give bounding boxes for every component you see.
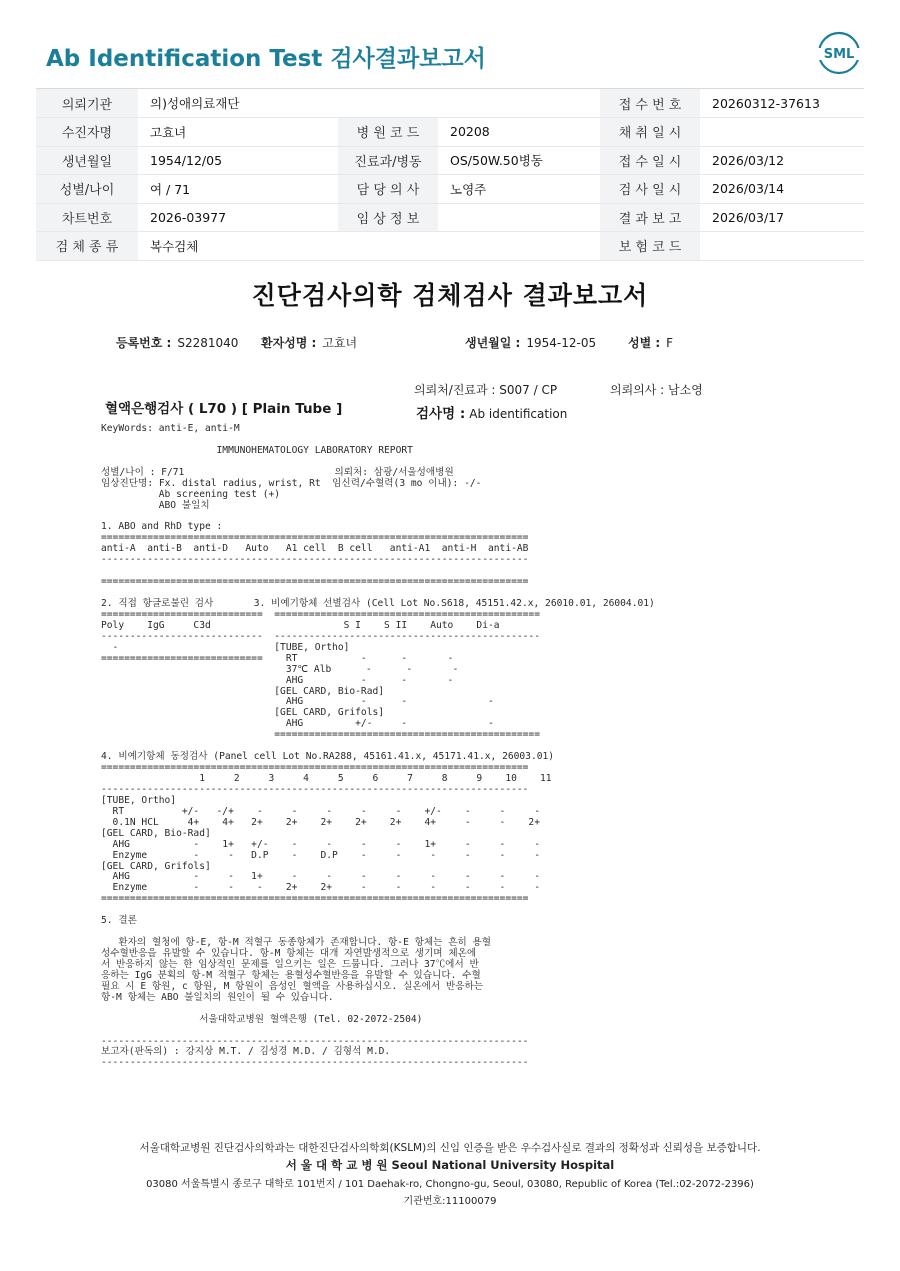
- test-label-key: 검사명 :: [416, 406, 466, 422]
- institution-number: 기관번호:11100079: [403, 1196, 497, 1207]
- info-label: 성별/나이: [36, 175, 138, 204]
- info-value: 2026/03/14: [700, 175, 864, 204]
- report-line: --------------------------------------------------------------------------: [101, 783, 529, 795]
- birth-date: [465, 334, 596, 351]
- report-line: IMMUNOHEMATOLOGY LABORATORY REPORT: [101, 444, 413, 456]
- report-line: AHG - - -: [101, 696, 494, 708]
- info-label: 접 수 번 호: [600, 89, 700, 118]
- info-row: [36, 89, 864, 118]
- report-line: 2. 직접 항글로불린 검사 3. 비예기항체 선별검사 (Cell Lot No.S618, 45151.42.x, 26010.01, 26004.01): [101, 598, 655, 609]
- report-line: KeyWords: anti-E, anti-M: [101, 423, 240, 434]
- report-line: - [TUBE, Ortho]: [101, 641, 350, 653]
- report-line: 환자의 혈청에 항-E, 항-M 적혈구 동종항체가 존재합니다. 항-E 항체는 흔히 용혈: [101, 937, 492, 949]
- report-line: [101, 905, 655, 916]
- info-label: 수진자명: [36, 118, 138, 147]
- certification-notice: 서울대학교병원 진단검사의학과는 대한진단검사의학회(KSLM)의 신임 인증을 받은 우수검사실로 결과의 정확성과 신뢰성을 보증합니다.: [139, 1142, 761, 1154]
- info-value: 노영주: [438, 175, 600, 204]
- report-line: ============================ RT - - -: [101, 652, 454, 664]
- report-line: 항-M 항체는 ABO 불일치의 원인이 될 수 있습니다.: [101, 991, 334, 1003]
- report-line: ABO 불일치: [101, 499, 210, 511]
- registration-number-label: 등록번호 :: [116, 336, 172, 350]
- report-line: AHG - 1+ +/- - - - - 1+ - - -: [101, 838, 540, 850]
- info-value: [700, 232, 864, 261]
- report-line: [101, 1004, 655, 1015]
- registration-number-value: S2281040: [177, 336, 239, 350]
- sex-label: 성별 :: [628, 336, 661, 350]
- report-title: 진단검사의학 검체검사 결과보고서: [251, 281, 649, 310]
- info-label: 차트번호: [36, 203, 138, 232]
- sml-logo: [816, 30, 862, 76]
- report-line: [TUBE, Ortho]: [101, 794, 177, 806]
- registration-number: [116, 334, 238, 351]
- report-line: 1 2 3 4 5 6 7 8 9 10 11: [101, 773, 552, 784]
- hospital-address: 03080 서울특별시 종로구 대학로 101번지 / 101 Daehak-ro, Chongno-gu, Seoul, 03080, Republic of Korea (Tel.:02-2072-2396): [146, 1179, 754, 1190]
- report-line: 4. 비예기항체 동정검사 (Panel cell Lot No.RA288, 45161.41.x, 45171.41.x, 26003.01): [101, 751, 555, 763]
- requesting-department: 의뢰처/진료과 : S007 / CP: [414, 383, 558, 397]
- report-line: 성수혈반응을 유발할 수 있습니다. 항-M 항체는 대개 자연발생적으로 생기며 체온에: [101, 948, 477, 959]
- report-line: ==============================================: [101, 729, 540, 741]
- report-line: 보고자(판독의) : 강지상 M.T. / 김성경 M.D. / 김형석 M.D.: [101, 1046, 391, 1058]
- info-value: 2026/03/17: [700, 203, 864, 232]
- info-value: 복수검체: [138, 232, 600, 261]
- report-line: ==========================================================================: [101, 893, 529, 905]
- report-line: 응하는 IgG 분획의 항-M 적혈구 항체는 용혈성수혈반응을 유발할 수 있습니다. 수혈: [101, 969, 481, 981]
- report-line: ==========================================================================: [101, 532, 529, 544]
- report-line: ==========================================================================: [101, 762, 529, 774]
- report-line: RT +/- -/+ - - - - - +/- - - -: [101, 805, 540, 817]
- info-label: 검 체 종 류: [36, 232, 138, 261]
- info-value: 20260312-37613: [700, 89, 864, 118]
- report-line: 37℃ Alb - - -: [101, 663, 459, 675]
- report-line: [GEL CARD, Bio-Rad]: [101, 827, 211, 839]
- report-line: --------------------------------------------------------------------------: [101, 1057, 529, 1069]
- info-row: [36, 175, 864, 204]
- info-label: 채 취 일 시: [600, 118, 700, 147]
- test-label-value: Ab identification: [469, 407, 568, 421]
- info-label: 보 험 코 드: [600, 232, 700, 261]
- requesting-doctor: 의뢰의사 : 남소영: [610, 383, 703, 397]
- report-line: Enzyme - - - 2+ 2+ - - - - - -: [101, 882, 540, 894]
- info-row: [36, 203, 864, 232]
- sex: [628, 334, 673, 351]
- birth-date-value: 1954-12-05: [526, 336, 597, 350]
- lab-report-body: [101, 424, 655, 1069]
- info-value: 2026/03/12: [700, 146, 864, 175]
- report-line: [GEL CARD, Grifols]: [101, 707, 385, 719]
- report-line: 5. 결론: [101, 915, 137, 927]
- info-row: [36, 146, 864, 175]
- info-label: 검 사 일 시: [600, 175, 700, 204]
- report-line: anti-A anti-B anti-D Auto A1 cell B cell anti-A1 anti-H anti-AB: [101, 543, 529, 555]
- hospital-name: 서 울 대 학 교 병 원 Seoul National University Hospital: [285, 1158, 615, 1172]
- patient-name: [261, 334, 357, 351]
- report-line: --------------------------------------------------------------------------: [101, 1035, 529, 1047]
- info-label: 의뢰기관: [36, 89, 138, 118]
- patient-name-value: 고효녀: [322, 336, 358, 350]
- report-line: 성별/나이 : F/71 의뢰처: 삼광/서울성애병원: [101, 466, 454, 478]
- info-value: 의)성애의료재단: [138, 89, 600, 118]
- report-line: [101, 1026, 655, 1037]
- info-value: 여 / 71: [138, 175, 338, 204]
- info-value: 고효녀: [138, 118, 338, 147]
- patient-name-label: 환자성명 :: [261, 336, 317, 350]
- info-value: [438, 203, 600, 232]
- page-title: Ab Identification Test 검사결과보고서: [46, 46, 486, 72]
- request-info-table: [36, 89, 864, 261]
- report-line: AHG - - -: [101, 674, 454, 686]
- report-line: Ab screening test (+): [101, 488, 281, 500]
- logo-text: SML: [823, 47, 855, 62]
- info-row: [36, 232, 864, 261]
- report-line: 0.1N HCL 4+ 4+ 2+ 2+ 2+ 2+ 2+ 4+ - - 2+: [101, 816, 540, 828]
- report-line: AHG +/- - -: [101, 718, 494, 730]
- info-label: 접 수 일 시: [600, 146, 700, 175]
- report-line: Enzyme - - D.P - D.P - - - - - -: [101, 849, 540, 861]
- info-label: 진료과/병동: [338, 146, 438, 175]
- report-line: 필요 시 E 항원, c 항원, M 항원이 음성인 혈액을 사용하십시오. 실온에서 반응하는: [101, 980, 483, 992]
- report-line: [GEL CARD, Grifols]: [101, 860, 211, 872]
- report-line: 임상진단명: Fx. distal radius, wrist, Rt 임신력/수혈력(3 mo 이내): -/-: [101, 477, 482, 489]
- report-line: ============================ ==============================================: [101, 608, 540, 620]
- report-line: ==========================================================================: [101, 576, 529, 588]
- info-label: 결 과 보 고: [600, 203, 700, 232]
- info-label: 임 상 정 보: [338, 203, 438, 232]
- report-line: 1. ABO and RhD type :: [101, 521, 223, 533]
- report-line: Poly IgG C3d S I S II Auto Di-a: [101, 619, 500, 631]
- report-line: AHG - - 1+ - - - - - - - -: [101, 871, 540, 883]
- birth-date-label: 생년월일 :: [465, 336, 521, 350]
- info-label: 병 원 코 드: [338, 118, 438, 147]
- info-value: 20208: [438, 118, 600, 147]
- test-name: 혈액은행검사 ( L70 ) [ Plain Tube ]: [105, 401, 343, 417]
- info-value: [700, 118, 864, 147]
- report-line: 서 반응하지 않는 한 임상적인 문제를 일으키는 일은 드뭅니다. 그러나 37℃에서 반: [101, 958, 479, 970]
- report-line: 서울대학교병원 혈액은행 (Tel. 02-2072-2504): [101, 1013, 423, 1025]
- info-value: OS/50W.50병동: [438, 146, 600, 175]
- sex-value: F: [666, 336, 674, 350]
- info-row: [36, 118, 864, 147]
- info-value: 1954/12/05: [138, 146, 338, 175]
- report-line: ---------------------------- ----------------------------------------------: [101, 630, 540, 642]
- report-line: --------------------------------------------------------------------------: [101, 554, 529, 566]
- info-label: 담 당 의 사: [338, 175, 438, 204]
- info-label: 생년월일: [36, 146, 138, 175]
- info-value: 2026-03977: [138, 203, 338, 232]
- test-label: [416, 402, 567, 422]
- report-line: [GEL CARD, Bio-Rad]: [101, 685, 385, 697]
